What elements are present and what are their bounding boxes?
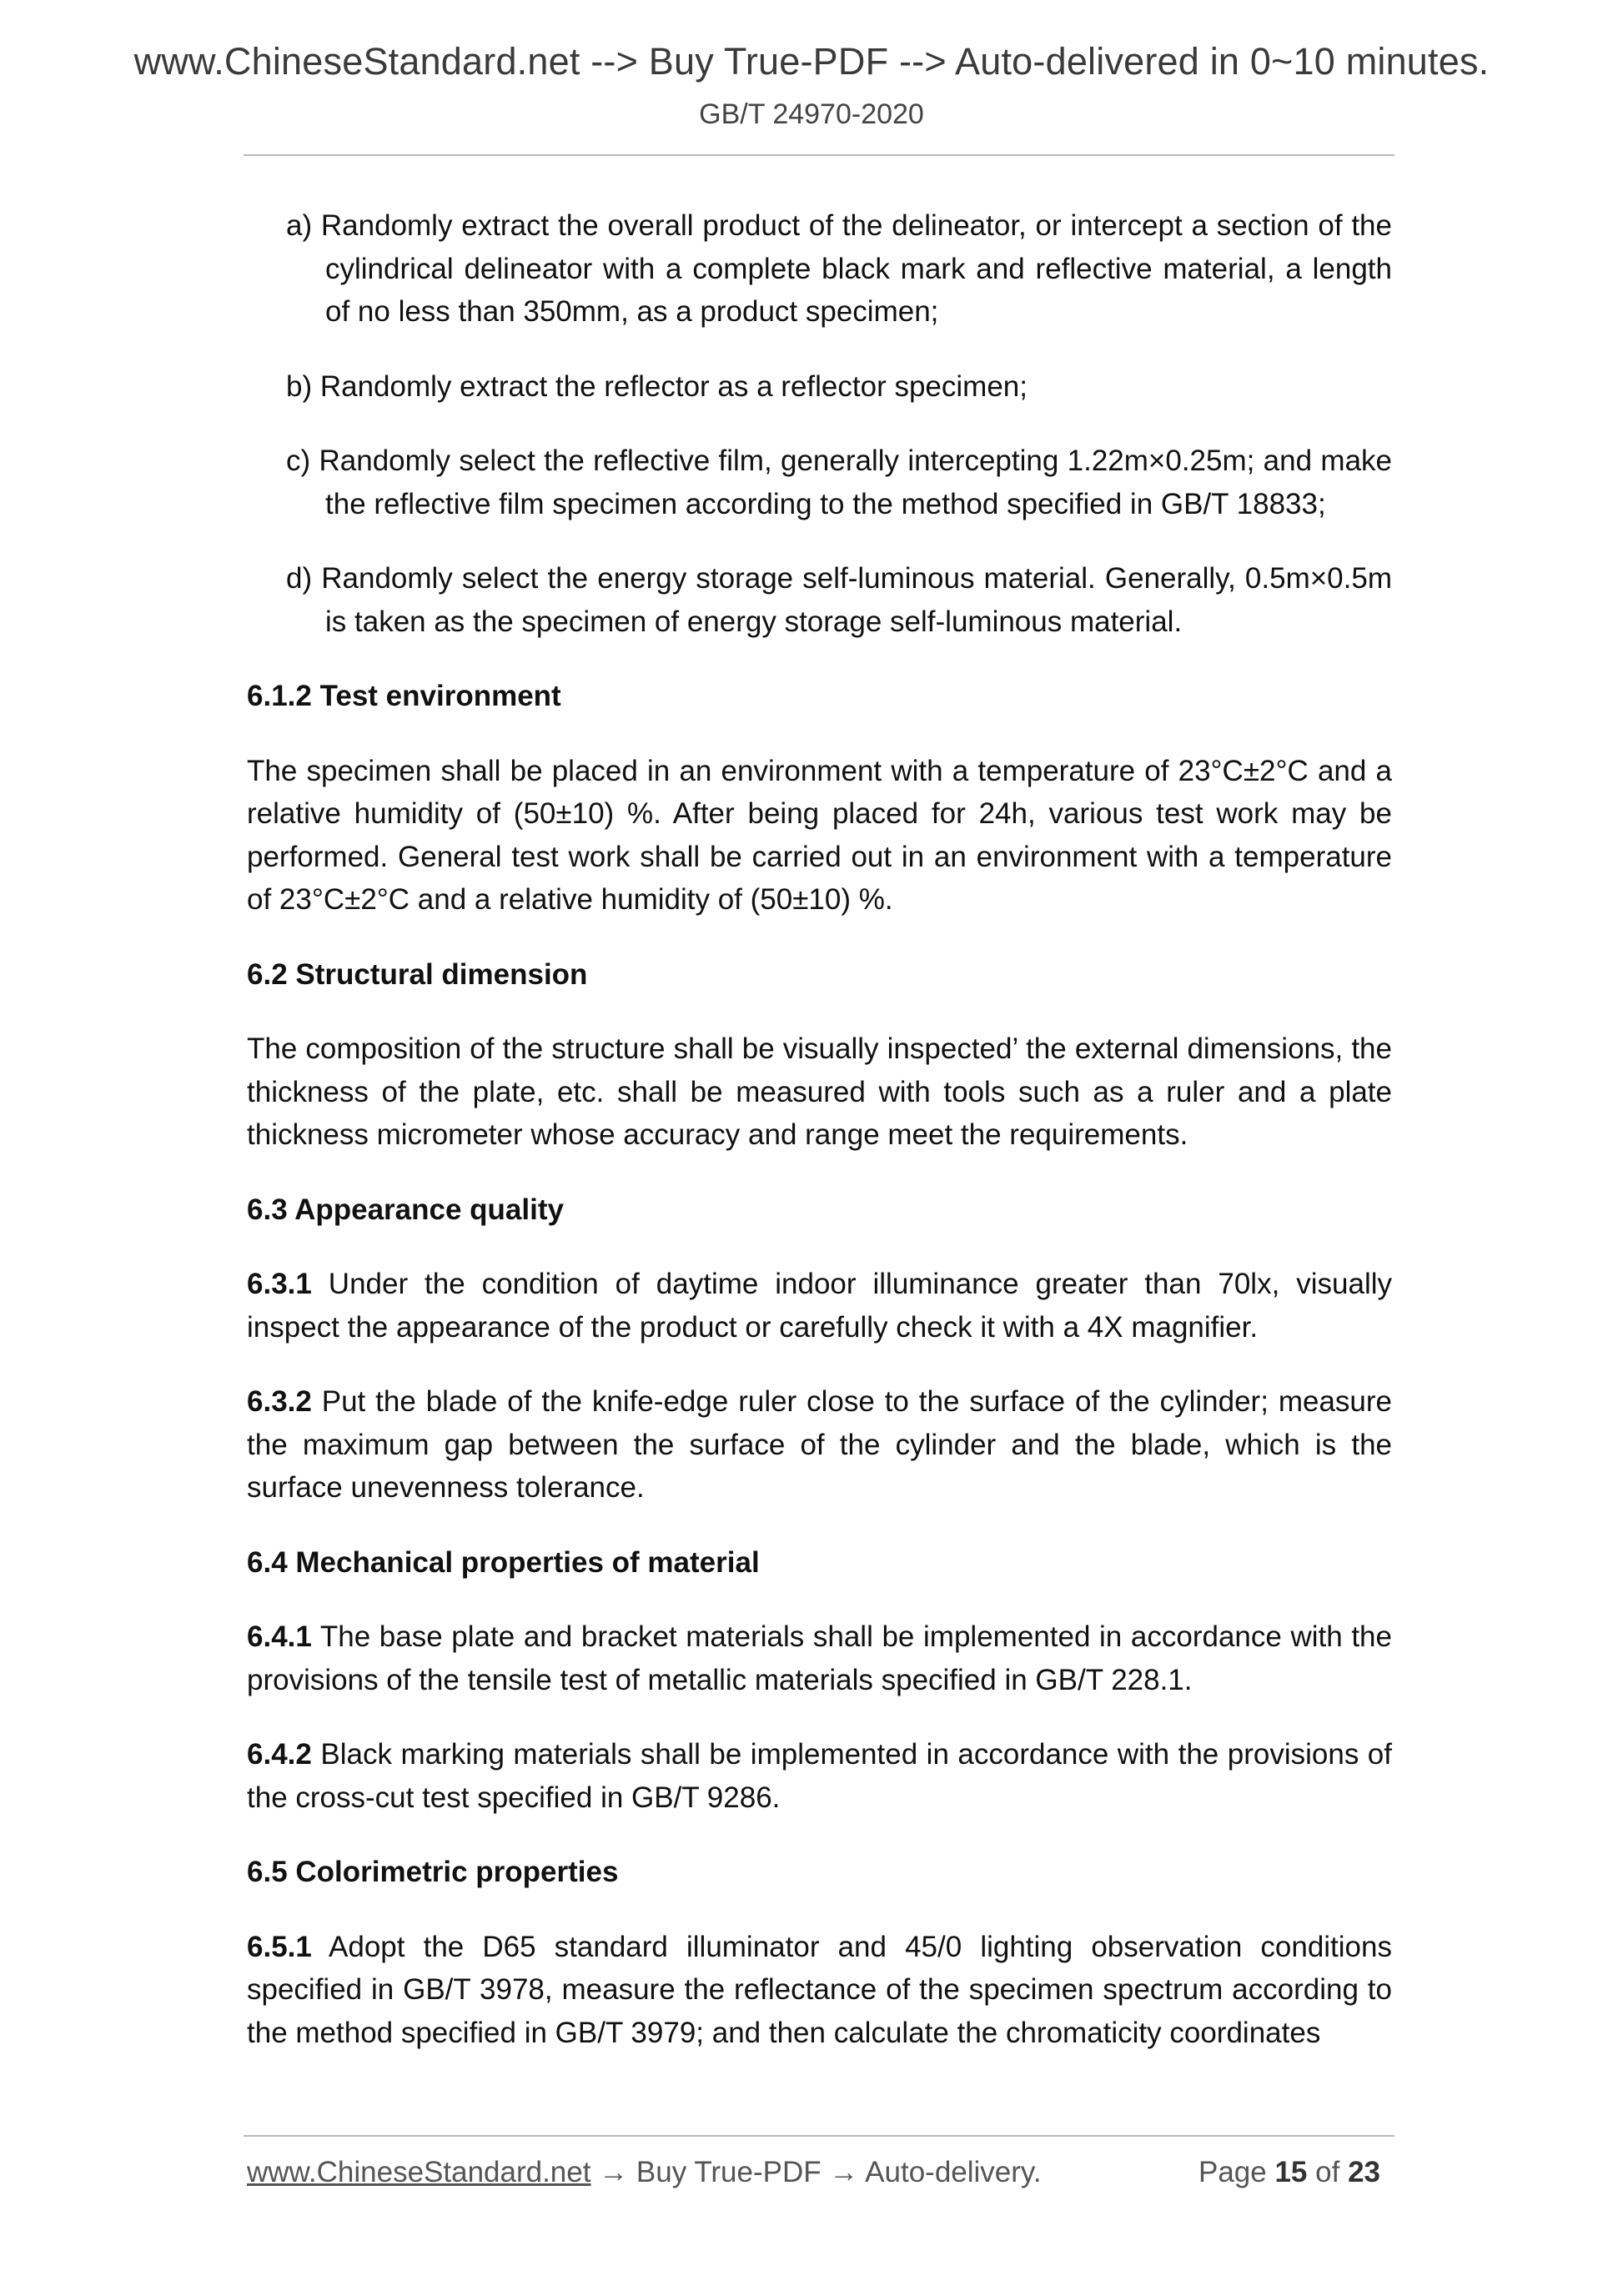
clause-text: Under the condition of daytime indoor illuminance greater than 70lx, visually inspect the appearance of the product or carefully check it with a 4X magnifier. [247, 1268, 1392, 1344]
clause-number: 6.3.2 [247, 1385, 312, 1418]
clause-text: Put the blade of the knife-edge ruler close to the surface of the cylinder; measure the maximum gap between the surface of the cylinder and the blade, which is the surface unevenness tolerance. [247, 1385, 1392, 1504]
header-divider [244, 154, 1394, 156]
page-number [1198, 2156, 1380, 2189]
section-heading-6-3: 6.3 Appearance quality [247, 1193, 564, 1226]
clause-text: Black marking materials shall be implemented in accordance with the provisions of the cross-cut test specified in GB/T 9286. [247, 1738, 1392, 1814]
list-item-b: b) Randomly extract the reflector as a reflector specimen; [286, 369, 1028, 403]
section-heading-6-2: 6.2 Structural dimension [247, 957, 588, 991]
section-heading-6-5: 6.5 Colorimetric properties [247, 1856, 619, 1888]
document-number: GB/T 24970-2020 [699, 98, 924, 130]
clause-number: 6.4.1 [247, 1620, 312, 1653]
clause-text: The base plate and bracket materials shall be implemented in accordance with the provisions of the tensile test of metallic materials specified in GB/T 228.1. [247, 1620, 1392, 1696]
footer-site-link[interactable]: www.ChineseStandard.net [247, 2156, 591, 2188]
page-current: 15 [1274, 2156, 1308, 2188]
clause-6-4-1 [247, 1615, 1392, 1701]
clause-6-3-1 [247, 1263, 1392, 1349]
clause-number: 6.4.2 [247, 1738, 312, 1771]
clause-number: 6.5.1 [247, 1930, 312, 1963]
footer-divider [244, 2135, 1394, 2137]
section-heading-6-4: 6.4 Mechanical properties of material [247, 1545, 760, 1579]
section-heading-6-1-2: 6.1.2 Test environment [247, 680, 561, 712]
clause-6-3-2 [247, 1380, 1392, 1510]
header-banner: www.ChineseStandard.net --> Buy True-PDF --> Auto-delivered in 0~10 minutes. [133, 40, 1490, 83]
page-total: 23 [1348, 2156, 1380, 2188]
page-footer [247, 2156, 1392, 2189]
paragraph-test-environment: The specimen shall be placed in an environment with a temperature of 23°C±2°C and a relative humidity of (50±10) %. After being placed for 24h, various test work may be performed. General test work shall be carried out in an environment with a temperature of 23°C±2°C and a relative humidity of (50±10) %. [247, 754, 1392, 916]
list-item-d: d) Randomly select the energy storage self-luminous material. Generally, 0.5m×0.5m is taken as the specimen of energy storage self-luminous material. [286, 562, 1392, 638]
clause-number: 6.3.1 [247, 1268, 312, 1300]
paragraph-structural-dimension: The composition of the structure shall be visually inspected’ the external dimensions, the thickness of the plate, etc. shall be measured with tools such as a ruler and a plate thickness micrometer whose accuracy and range meet the requirements. [247, 1032, 1392, 1151]
page-body [247, 204, 1392, 2086]
clause-6-5-1 [247, 1926, 1392, 2055]
footer-tagline: → Buy True-PDF → Auto-delivery. [590, 2156, 1042, 2188]
of-label: of [1315, 2156, 1340, 2188]
clause-6-4-2 [247, 1733, 1392, 1819]
page-label: Page [1198, 2156, 1267, 2188]
list-item-c: c) Randomly select the reflective film, generally intercepting 1.22m×0.25m; and make the reflective film specimen according to the method specified in GB/T 18833; [286, 445, 1392, 520]
list-item-a: a) Randomly extract the overall product of the delineator, or intercept a section of the cylindrical delineator with a complete black mark and reflective material, a length of no less than 350mm, as a product specimen; [286, 209, 1392, 328]
clause-text: Adopt the D65 standard illuminator and 45/0 lighting observation conditions specified in GB/T 3978, measure the reflectance of the specimen spectrum according to the method specified in GB/T 3979; and then calculate the chromaticity coordinates [247, 1930, 1392, 2049]
